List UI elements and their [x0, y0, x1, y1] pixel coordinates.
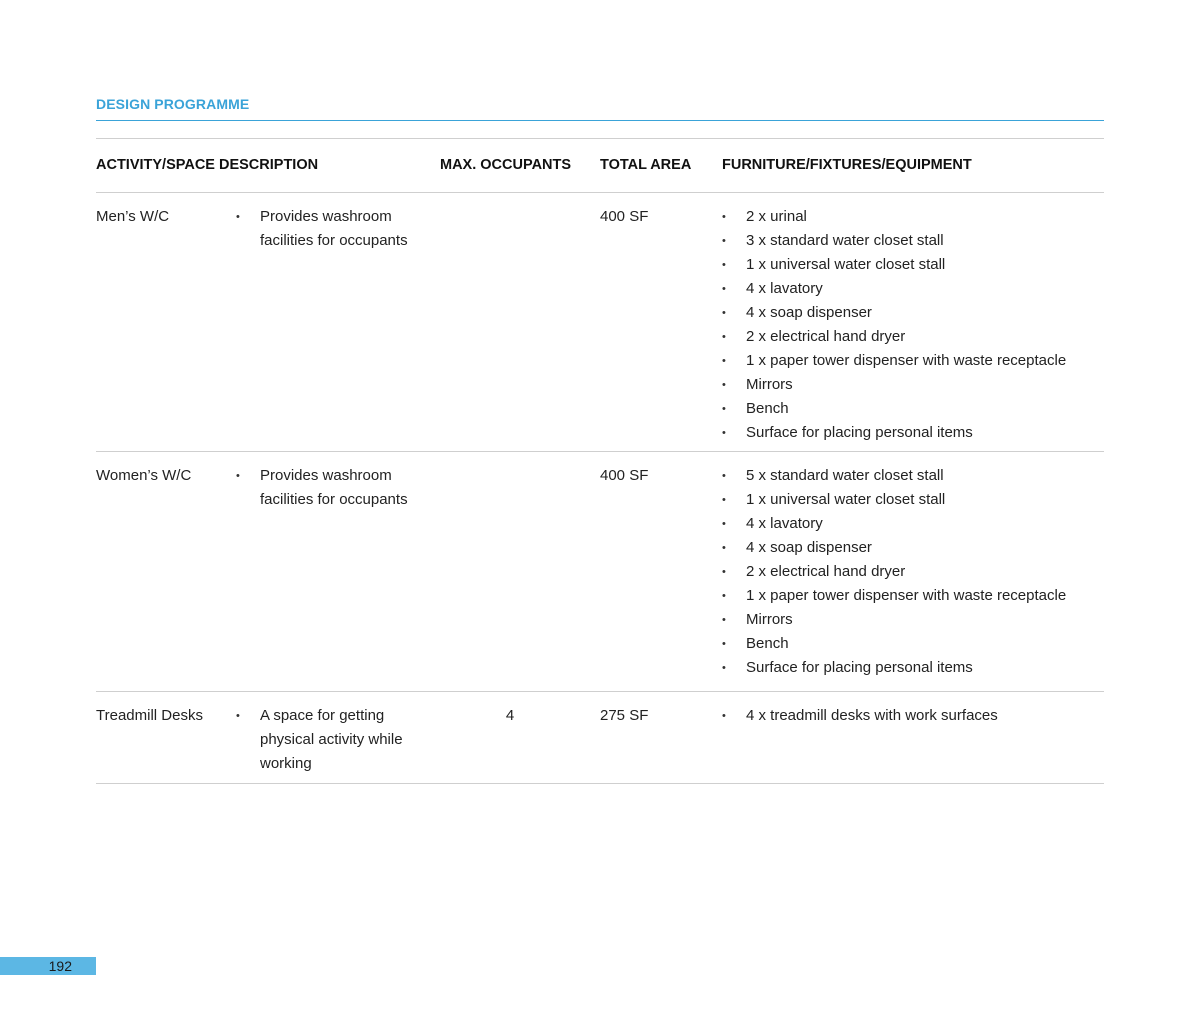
activity-description	[236, 704, 426, 776]
page-number-tab	[0, 957, 96, 975]
furniture-item: • Surface for placing personal items	[722, 421, 1104, 445]
activity-description	[236, 464, 426, 512]
header-area: TOTAL AREA	[600, 157, 692, 173]
furniture-item: • 2 x urinal	[722, 205, 1104, 229]
title-rule	[96, 120, 1104, 121]
table-row	[96, 452, 1104, 692]
furniture-item: • 1 x universal water closet stall	[722, 253, 1104, 277]
header-activity: ACTIVITY/SPACE DESCRIPTION	[96, 157, 319, 173]
activity-description	[236, 205, 426, 253]
table-header-row	[96, 139, 1104, 193]
activity-name: Women’s W/C	[96, 467, 192, 484]
activity-name: Treadmill Desks	[96, 707, 203, 724]
furniture-list	[722, 205, 1104, 445]
furniture-item: • 1 x paper tower dispenser with waste receptacle	[722, 349, 1104, 373]
furniture-item: • Mirrors	[722, 608, 1104, 632]
furniture-item: • 4 x soap dispenser	[722, 301, 1104, 325]
description-item: • Provides washroom facilities for occupants	[236, 464, 426, 512]
furniture-list	[722, 704, 1104, 728]
header-furniture: FURNITURE/FIXTURES/EQUIPMENT	[722, 157, 972, 173]
furniture-item: • 4 x lavatory	[722, 277, 1104, 301]
total-area: 400 SF	[600, 467, 649, 484]
furniture-item: • Mirrors	[722, 373, 1104, 397]
max-occupants: 4	[505, 707, 515, 724]
furniture-item: • 1 x universal water closet stall	[722, 488, 1104, 512]
furniture-item: • 2 x electrical hand dryer	[722, 325, 1104, 349]
total-area: 400 SF	[600, 208, 649, 225]
furniture-item: • 4 x soap dispenser	[722, 536, 1104, 560]
table-row	[96, 193, 1104, 452]
total-area: 275 SF	[600, 707, 649, 724]
furniture-item: • Surface for placing personal items	[722, 656, 1104, 680]
furniture-item: • 3 x standard water closet stall	[722, 229, 1104, 253]
furniture-item: • 1 x paper tower dispenser with waste receptacle	[722, 584, 1104, 608]
description-item: • Provides washroom facilities for occupants	[236, 205, 426, 253]
description-item: • A space for getting physical activity while working	[236, 704, 426, 776]
furniture-item: • 4 x lavatory	[722, 512, 1104, 536]
activity-name: Men’s W/C	[96, 208, 170, 225]
design-programme-table	[96, 138, 1104, 784]
furniture-item: • 2 x electrical hand dryer	[722, 560, 1104, 584]
furniture-item: • 4 x treadmill desks with work surfaces	[722, 704, 1104, 728]
furniture-item: • 5 x standard water closet stall	[722, 464, 1104, 488]
furniture-list	[722, 464, 1104, 680]
table-row	[96, 692, 1104, 784]
furniture-item: • Bench	[722, 397, 1104, 421]
section-title: DESIGN PROGRAMME	[96, 96, 250, 112]
furniture-item: • Bench	[722, 632, 1104, 656]
header-occupants: MAX. OCCUPANTS	[440, 157, 572, 173]
page-number: 192	[48, 958, 72, 974]
